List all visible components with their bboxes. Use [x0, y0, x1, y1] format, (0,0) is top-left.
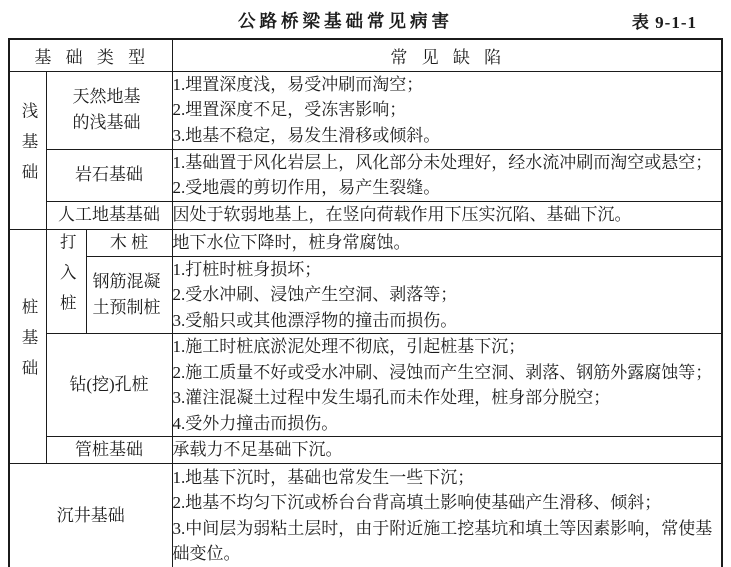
column-header-common-defects: 常 见 缺 陷 — [172, 39, 722, 71]
defects-cell-natural-ground — [172, 71, 722, 149]
row-label-pipe-pile: 管桩基础 — [46, 437, 172, 464]
group-label-shallow-foundation: 浅基础 — [19, 101, 38, 194]
table-header-row — [9, 39, 722, 71]
table-row — [9, 201, 722, 229]
subgroup-cell-driven-pile — [46, 229, 86, 334]
table-row — [9, 229, 722, 256]
table-row — [9, 464, 722, 567]
defect-line: 1.施工时桩底淤泥处理不彻底，引起桩基下沉； — [172, 337, 526, 356]
defect-line: 地下水位下降时，桩身常腐蚀。 — [172, 232, 411, 252]
row-label-text: 天然地基的浅基础 — [72, 87, 141, 132]
table-row — [9, 437, 722, 464]
defects-cell-bored-pile — [172, 334, 722, 437]
column-header-foundation-type: 基 础 类 型 — [9, 39, 172, 71]
defects-cell-wood-pile — [172, 229, 722, 256]
row-label-text: 钢筋混凝土预制桩 — [92, 271, 161, 317]
defect-line: 2.埋置深度不足，受冻害影响； — [172, 100, 407, 120]
defect-line: 4.受外力撞击而损伤。 — [172, 413, 339, 433]
defect-line: 3.地基不稳定，易发生滑移或倾斜。 — [172, 125, 441, 145]
defect-line: 2.地基不均匀下沉或桥台台背高填土影响使基础产生滑移、倾斜； — [172, 493, 662, 513]
group-cell-shallow-foundation — [9, 71, 46, 229]
defect-line: 承载力不足基础下沉。 — [172, 440, 343, 460]
defects-cell-artificial-ground — [172, 201, 722, 229]
defect-line: 因处于软弱地基上，在竖向荷载作用下压实沉陷、基础下沉。 — [172, 205, 632, 225]
row-label-natural-ground — [46, 71, 172, 149]
defect-line: 2.受地震的剪切作用，易产生裂缝。 — [172, 178, 441, 197]
row-label-rc-precast-pile — [86, 256, 172, 334]
page-header — [0, 0, 731, 38]
defects-cell-pipe-pile — [172, 437, 722, 464]
row-label-rock-foundation: 岩石基础 — [46, 149, 172, 201]
defect-line: 2.受水冲刷、浸蚀产生空洞、剥落等； — [172, 285, 458, 304]
row-label-caisson: 沉井基础 — [9, 464, 172, 567]
subgroup-label-driven-pile: 打入桩 — [57, 232, 77, 325]
table-row — [9, 256, 722, 334]
table-number-label: 表 9-1-1 — [631, 13, 697, 32]
group-cell-pile-foundation — [9, 229, 46, 464]
defect-line: 3.灌注混凝土过程中发生塌孔而未作处理，桩身部分脱空； — [172, 388, 611, 407]
defect-line: 1.埋置深度浅，易受冲刷而淘空； — [172, 74, 424, 94]
table-row — [9, 71, 722, 149]
group-label-pile-foundation: 桩基础 — [19, 297, 38, 390]
defect-line: 1.打桩时桩身损坏； — [172, 259, 322, 279]
defects-cell-rc-precast-pile — [172, 256, 722, 334]
table-row — [9, 149, 722, 201]
defect-line: 1.基础置于风化岩层上，风化部分未处理好，经水流冲刷而淘空或悬空； — [172, 152, 713, 172]
row-label-wood-pile: 木 桩 — [86, 229, 172, 256]
defect-line: 3.中间层为弱粘土层时，由于附近施工挖基坑和填土等因素影响，常使基础变位。 — [172, 518, 713, 564]
defects-table — [8, 38, 723, 567]
defects-cell-caisson — [172, 464, 722, 567]
defect-line: 3.受船只或其他漂浮物的撞击而损伤。 — [172, 310, 458, 330]
defect-line: 1.地基下沉时，基础也常发生一些下沉； — [172, 467, 475, 487]
table-row — [9, 334, 722, 437]
defect-line: 2.施工质量不好或受水冲刷、浸蚀而产生空洞、剥落、钢筋外露腐蚀等； — [172, 362, 713, 382]
defects-cell-rock-foundation — [172, 149, 722, 201]
row-label-artificial-ground: 人工地基基础 — [46, 201, 172, 229]
row-label-bored-pile: 钻(挖)孔桩 — [46, 334, 172, 437]
page-title: 公路桥梁基础常见病害 — [238, 11, 453, 31]
